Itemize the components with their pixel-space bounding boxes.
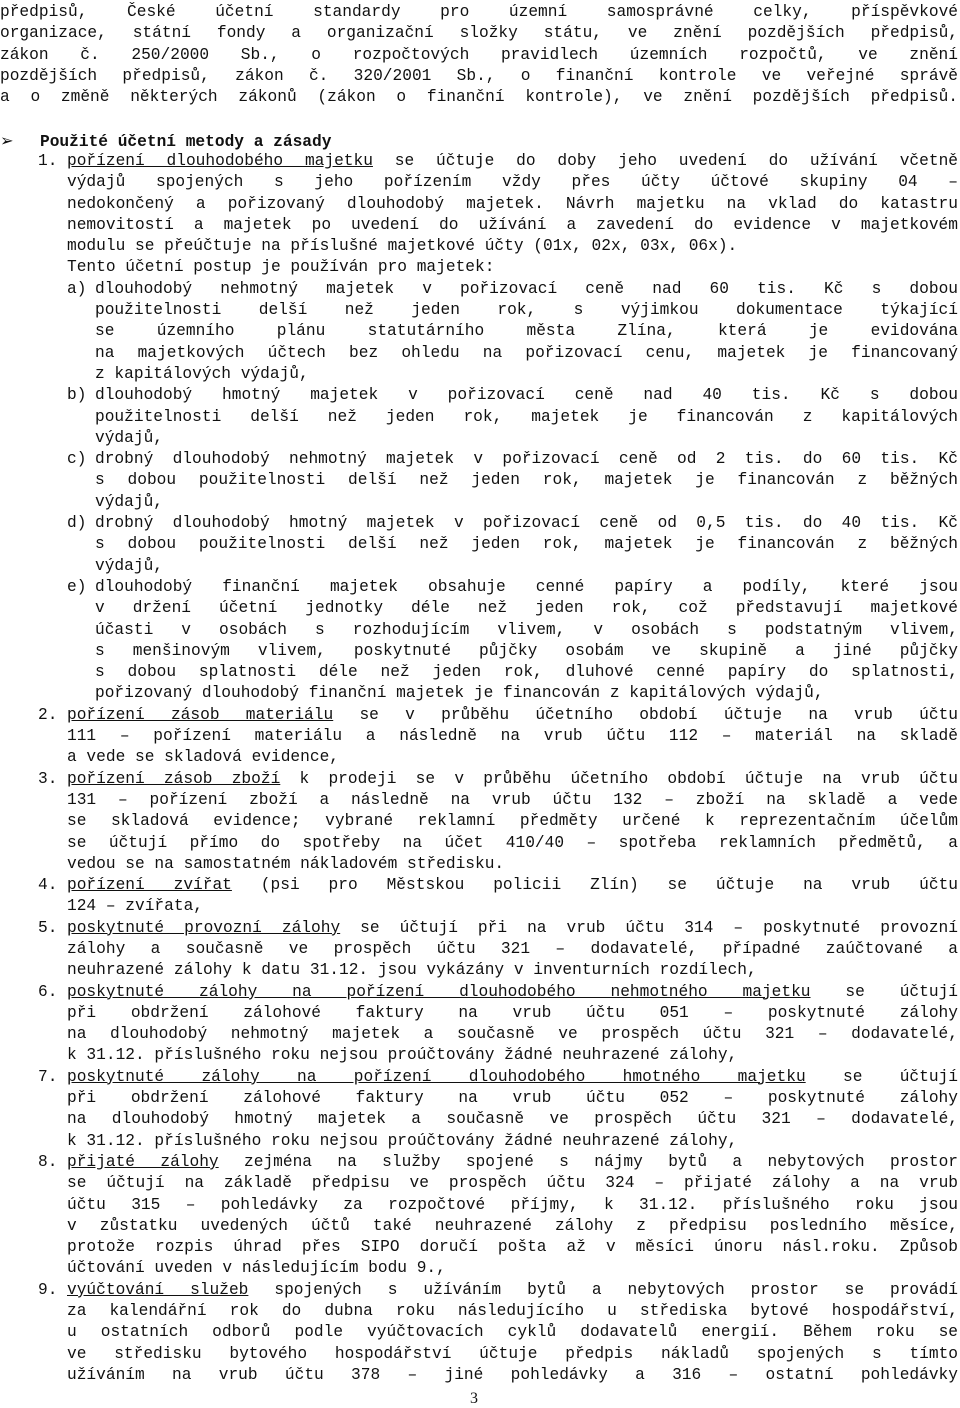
text-line: pozdějších předpisů, zákon č. 320/2001 Sb., o finanční kontrole ve veřejné správě xyxy=(0,66,958,85)
list-item-5 xyxy=(38,918,958,982)
text-line: 131 – pořízení zboží a následně na vrub účtu 132 – zboží na skladě a vede xyxy=(67,790,958,809)
list-item-8 xyxy=(38,1152,958,1280)
list-item-4 xyxy=(38,875,958,918)
text-line: pořizovaný dlouhodobý finanční majetek je financován z kapitálových výdajů, xyxy=(95,684,824,703)
item-lead: poskytnuté zálohy na pořízení dlouhodobého hmotného majetku xyxy=(67,1067,806,1086)
item-text: se účtuje do doby jeho uvedení do užívání včetně xyxy=(372,152,958,170)
sublist-item-d xyxy=(67,513,958,577)
item-lead: pořízení zásob zboží xyxy=(67,769,281,788)
text-line: se účtují přímo do spotřeby na účet 410/40 – spotřeba reklamních předmětů, a xyxy=(67,833,958,852)
text-line xyxy=(67,982,958,1003)
sublist-item-e xyxy=(67,577,958,705)
text-line: v držení účetní jednotky déle než jeden rok, což představují majetkové xyxy=(95,599,958,618)
item-lead: pořízení zásob materiálu xyxy=(67,705,334,724)
text-line: 124 – zvířata, xyxy=(67,897,203,916)
list-item-3 xyxy=(38,769,958,875)
item-text: k prodeji se v průběhu účetního období účtuje na vrub účtu xyxy=(280,769,958,788)
text-line: 111 – pořízení materiálu a následně na vrub účtu 112 – materiál na skladě xyxy=(67,727,958,746)
item-number: 8. xyxy=(38,1152,58,1171)
text-line xyxy=(67,1280,958,1301)
text-line: k 31.12. příslušného roku nejsou proúčtovány žádné neuhrazené zálohy, xyxy=(67,1131,738,1150)
text-line: výdajů, xyxy=(95,428,163,447)
text-line: za kalendářní rok do dubna roku následujícího u střediska bytové hospodářství, xyxy=(67,1302,958,1321)
item-lead: vyúčtování služeb xyxy=(67,1280,249,1299)
item-number: 1. xyxy=(38,152,58,170)
item-letter: a) xyxy=(67,279,87,298)
text-line: k 31.12. příslušného roku nejsou proúčtovány žádné neuhrazené zálohy, xyxy=(67,1046,738,1065)
text-line: u ostatních odborů podle vyúčtovacích cyklů dodavatelů energií. Během roku se xyxy=(67,1323,958,1342)
item-note: Tento účetní postup je používán pro majetek: xyxy=(67,258,495,277)
text-line: s dobou použitelnosti delší než jeden rok, majetek je financován z běžných xyxy=(95,535,958,554)
text-line: účasti v osobách s rozhodujícím vlivem, v osobách s podstatným vlivem, xyxy=(95,620,958,639)
text-line: výdajů, xyxy=(95,556,163,575)
text-line: modulu se přeúčtuje na příslušné majetkové účty (01x, 02x, 03x, 06x). xyxy=(67,237,738,256)
text-line: užíváním na vrub účtu 378 – jiné pohledávky a 316 – ostatní pohledávky xyxy=(67,1365,958,1384)
page-number: 3 xyxy=(470,1390,478,1407)
text-line: a vede se skladová evidence, xyxy=(67,748,339,767)
item-text: se účtují při na vrub účtu 314 – poskytnuté provozní xyxy=(340,918,958,937)
item-number: 3. xyxy=(38,769,58,788)
text-line: zákon č. 250/2000 Sb., o rozpočtových pravidlech územních rozpočtů, ve znění xyxy=(0,45,958,64)
item-text: se účtují xyxy=(805,1067,958,1086)
text-line: s dobou použitelnosti delší než jeden rok, majetek je financován z běžných xyxy=(95,471,958,490)
text-line: a o změně některých zákonů (zákon o finanční kontrole), ve znění pozdějších předpisů. xyxy=(0,88,958,107)
text-line: drobný dlouhodobý nehmotný majetek v pořizovací ceně od 2 tis. do 60 tis. Kč xyxy=(95,450,958,469)
text-line: dlouhodobý hmotný majetek v pořizovací ceně nad 40 tis. Kč s dobou xyxy=(95,386,958,405)
text-line xyxy=(67,151,958,172)
sublist-item-a xyxy=(67,279,958,385)
item-text: spojených s užíváním bytů a nebytových prostor se provádí xyxy=(248,1280,959,1299)
item-text: se v průběhu účetního období účtuje na vrub účtu xyxy=(333,705,959,724)
list-item-1 xyxy=(38,151,958,705)
item-text: se účtují xyxy=(810,982,958,1001)
arrow-bullet-icon: ➢ xyxy=(0,131,14,150)
text-line: z kapitálových výdajů, xyxy=(95,364,309,383)
text-line xyxy=(67,769,958,790)
text-line: při obdržení zálohové faktury na vrub účtu 051 – poskytnuté zálohy xyxy=(67,1003,958,1022)
text-line: s menšinovým vlivem, poskytnuté půjčky osobám ve skupině a jiné půjčky xyxy=(95,641,958,660)
item-number: 9. xyxy=(38,1280,58,1299)
text-line: při obdržení zálohové faktury na vrub účtu 052 – poskytnuté zálohy xyxy=(67,1089,958,1108)
text-line xyxy=(67,875,958,896)
list-item-6 xyxy=(38,982,958,1067)
section-title: Použité účetní metody a zásady xyxy=(40,133,332,151)
item-number: 7. xyxy=(38,1067,58,1086)
sublist-item-c xyxy=(67,449,958,513)
text-line: drobný dlouhodobý hmotný majetek v pořizovací ceně od 0,5 tis. do 40 tis. Kč xyxy=(95,514,958,533)
text-line: se účtují na základě předpisu ve prospěch účtu 324 – přijaté zálohy a na vrub xyxy=(67,1174,958,1193)
text-line: nemovitostí a majetek po uvedení do užívání a zavedení do evidence v majetkovém xyxy=(67,215,958,234)
list-item-9 xyxy=(38,1280,958,1386)
text-line: se skladová evidence; vybrané reklamní předměty určené k reprezentačním účelům xyxy=(67,812,958,831)
text-line: s dobou splatnosti déle než jeden rok, dluhové cenné papíry do splatnosti, xyxy=(95,663,958,682)
text-line xyxy=(67,918,958,939)
sublist-item-b xyxy=(67,385,958,449)
text-line: protože rozpis úhrad přes SIPO doručí pošta až v měsíci únoru násl.roku. Způsob xyxy=(67,1238,958,1257)
text-line: výdajů spojených s jeho pořízením vždy přes účty účtové skupiny 04 – xyxy=(67,173,958,192)
text-line: dlouhodobý finanční majetek obsahuje cenné papíry a podíly, které jsou xyxy=(95,577,958,596)
item-letter: e) xyxy=(67,577,87,596)
text-line: použitelnosti delší než jeden rok, s výjimkou dokumentace týkající xyxy=(95,301,958,320)
text-line: účtu 315 – pohledávky za rozpočtové příjmy, k 31.12. příslušného roku jsou xyxy=(67,1195,958,1214)
item-lead: poskytnuté zálohy na pořízení dlouhodobého nehmotného majetku xyxy=(67,982,811,1001)
text-line: organizace, státní fondy a organizační složky státu, ve znění pozdějších předpisů, xyxy=(0,24,958,43)
text-line: neuhrazené zálohy k datu 31.12. jsou vykázány v inventurních rozdílech, xyxy=(67,961,757,980)
text-line: předpisů, České účetní standardy pro územní samosprávné celky, příspěvkové xyxy=(0,3,958,21)
item-number: 4. xyxy=(38,876,58,895)
item-letter: d) xyxy=(67,514,87,533)
numbered-list xyxy=(38,151,958,1386)
text-line: výdajů, xyxy=(95,492,163,511)
text-line xyxy=(67,1152,958,1173)
text-line: nedokončený a pořizovaný dlouhodobý majetek. Návrh majetku na vklad do katastru xyxy=(67,194,958,213)
item-number: 2. xyxy=(38,705,58,724)
text-line: v zůstatku uvedených účtů také neuhrazené zálohy z předpisu posledního měsíce, xyxy=(67,1216,958,1235)
item-number: 5. xyxy=(38,918,58,937)
item-text: zejména na služby spojené s nájmy bytů a nebytových prostor xyxy=(218,1152,958,1171)
text-line: účtování uveden v následujícím bodu 9., xyxy=(67,1259,446,1278)
text-line xyxy=(67,705,958,726)
text-line: na dlouhodobý nehmotný majetek a současně ve prospěch účtu 321 – dodavatelé, xyxy=(67,1025,958,1044)
text-line: použitelnosti delší než jeden rok, majetek je financován z kapitálových xyxy=(95,407,958,426)
item-lead: pořízení zvířat xyxy=(67,876,232,895)
text-line: na dlouhodobý hmotný majetek a současně ve prospěch účtu 321 – dodavatelé, xyxy=(67,1110,958,1129)
item-lead: přijaté zálohy xyxy=(67,1152,219,1171)
list-item-7 xyxy=(38,1067,958,1152)
item-text: (psi pro Městskou policii Zlín) se účtuje na vrub účtu xyxy=(231,876,958,895)
text-line: na majetkových účtech bez ohledu na pořizovací cenu, majetek je financovaný xyxy=(95,343,958,362)
item-number: 6. xyxy=(38,982,58,1001)
text-line: se územního plánu statutárního města Zlína, která je evidována xyxy=(95,322,958,341)
text-line: ve středisku bytového hospodářství účtuje předpis nákladů spojených s tímto xyxy=(67,1344,958,1363)
item-letter: b) xyxy=(67,386,87,405)
lettered-list xyxy=(67,279,958,705)
section-heading xyxy=(0,130,958,153)
text-line: zálohy a současně ve prospěch účtu 321 – dodavatelé, případné zaúčtované a xyxy=(67,939,958,958)
item-lead: pořízení dlouhodobého majetku xyxy=(67,152,373,170)
intro-paragraph xyxy=(0,2,958,108)
text-line: vedou se na samostatném nákladovém středisku. xyxy=(67,854,505,873)
item-lead: poskytnuté provozní zálohy xyxy=(67,918,341,937)
text-line xyxy=(67,1067,958,1088)
item-letter: c) xyxy=(67,450,87,469)
list-item-2 xyxy=(38,705,958,769)
text-line: dlouhodobý nehmotný majetek v pořizovací ceně nad 60 tis. Kč s dobou xyxy=(95,279,958,298)
